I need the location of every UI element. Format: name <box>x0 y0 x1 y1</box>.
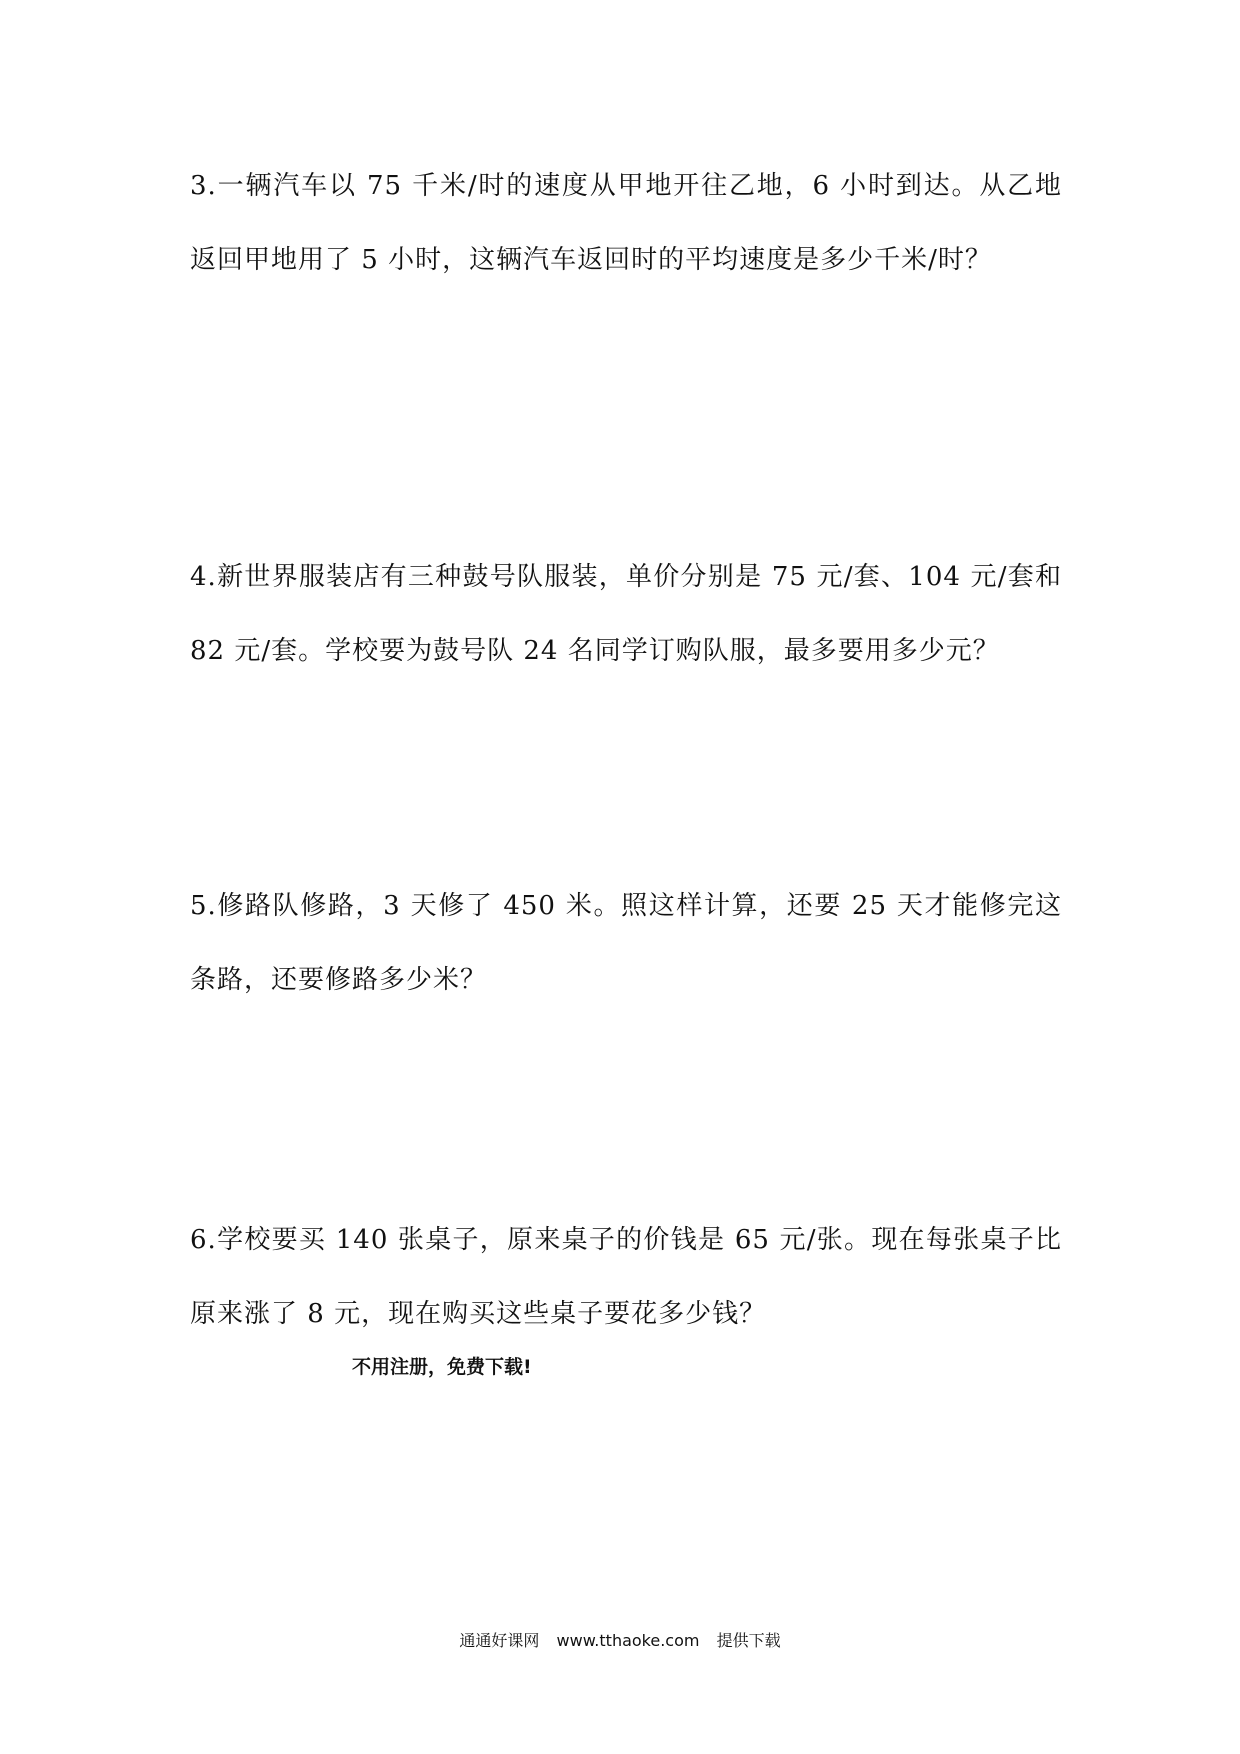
problem-6-text: 学校要买 140 张桌子，原来桌子的价钱是 65 元/张。现在每张桌子比原来涨了 8 元，现在购买这些桌子要花多少钱？ <box>190 1225 1062 1329</box>
promo-text: 不用注册，免费下载! <box>352 1356 532 1378</box>
footer-suffix: 提供下载 <box>716 1631 781 1650</box>
page-footer <box>0 1628 1240 1651</box>
problem-5-number: 5. <box>190 891 217 921</box>
problem-4 <box>190 540 1062 688</box>
problem-5 <box>190 869 1062 1017</box>
footer-site-name: 通通好课网 <box>459 1631 540 1650</box>
problem-3 <box>190 149 1062 297</box>
problem-4-text: 新世界服装店有三种鼓号队服装，单价分别是 75 元/套、104 元/套和 82 元/套。学校要为鼓号队 24 名同学订购队服，最多要用多少元？ <box>190 562 1062 666</box>
problem-6-number: 6. <box>190 1225 217 1255</box>
problem-4-number: 4. <box>190 562 217 592</box>
problem-3-text: 一辆汽车以 75 千米/时的速度从甲地开往乙地，6 小时到达。从乙地返回甲地用了 5 小时，这辆汽车返回时的平均速度是多少千米/时？ <box>190 171 1062 275</box>
problem-3-number: 3. <box>190 171 217 201</box>
problem-5-text: 修路队修路，3 天修了 450 米。照这样计算，还要 25 天才能修完这条路，还要修路多少米？ <box>190 891 1062 995</box>
footer-url[interactable]: www.tthaoke.com <box>556 1631 700 1650</box>
problem-6 <box>190 1203 1062 1351</box>
